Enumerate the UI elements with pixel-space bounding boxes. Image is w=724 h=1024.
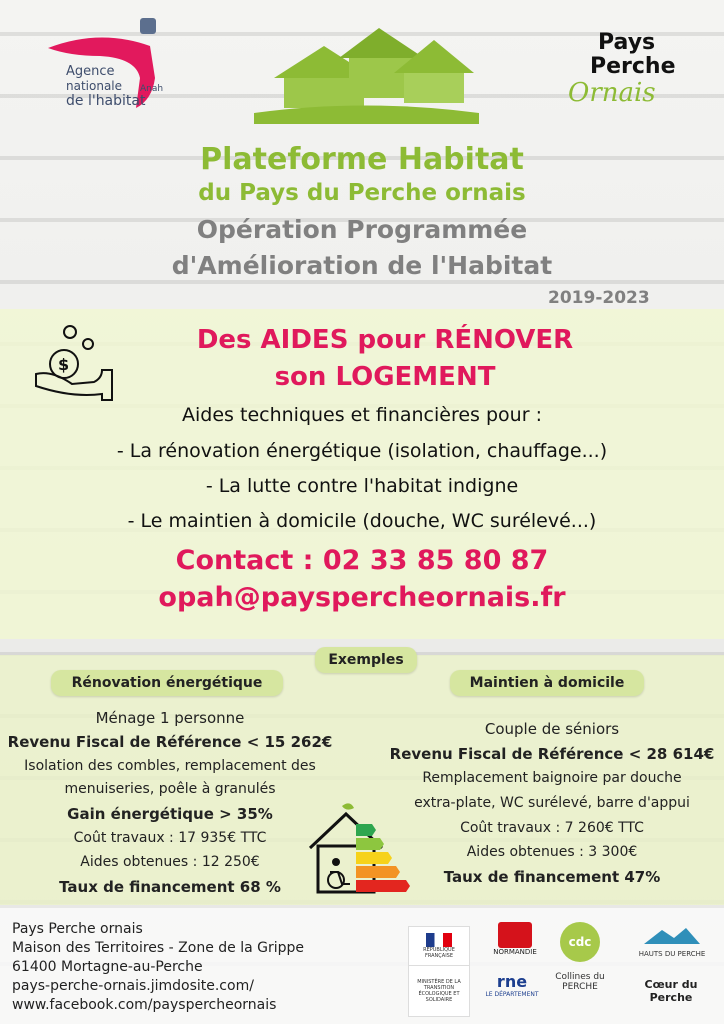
orne-logo	[480, 972, 544, 1008]
right-line-5: Coût travaux : 7 260€ TTC	[460, 820, 644, 836]
footer-link-facebook[interactable]: www.facebook.com/payspercheornais	[12, 997, 277, 1013]
aides-intro: Aides techniques et financières pour :	[182, 404, 542, 426]
hauts-logo	[632, 924, 712, 962]
left-line-4: menuiseries, poêle à granulés	[64, 781, 276, 797]
footer-line-2: Maison des Territoires - Zone de la Grippe	[12, 940, 305, 956]
footer-address	[12, 920, 304, 1015]
anah-line2: nationale	[66, 79, 123, 93]
pays-logo-line3: Ornais	[568, 78, 656, 108]
pays-logo-line1: Pays	[598, 30, 656, 55]
houses-illustration	[244, 18, 484, 128]
right-line-7: Taux de financement 47%	[443, 868, 661, 886]
left-line-3: Isolation des combles, remplacement des	[24, 758, 316, 774]
cdc-logo	[560, 922, 600, 962]
anah-tag: Anah	[140, 84, 164, 94]
title-amelioration: d'Amélioration de l'Habitat	[171, 251, 553, 280]
ministere-logo	[408, 966, 470, 1017]
title-operation: Opération Programmée	[196, 215, 528, 244]
coeur-text: Cœur du Perche	[644, 978, 698, 1004]
aides-item-3: - Le maintien à domicile (douche, WC surélevé...)	[127, 510, 597, 532]
republique-logo	[408, 926, 470, 966]
exemples-label: Exemples	[315, 647, 417, 673]
aides-heading-2: son LOGEMENT	[274, 362, 496, 392]
right-line-3: Remplacement baignoire par douche	[422, 770, 682, 786]
aides-heading-1: Des AIDES pour RÉNOVER	[196, 325, 574, 355]
right-example-title: Maintien à domicile	[450, 670, 644, 696]
orne-sub: LE DÉPARTEMENT	[485, 991, 539, 998]
title-plateforme: Plateforme Habitat	[200, 142, 524, 177]
rf-text: RÉPUBLIQUE FRANÇAISE	[423, 947, 455, 959]
left-line-2: Revenu Fiscal de Référence < 15 262€	[7, 733, 333, 751]
anah-line3: de l'habitat	[66, 93, 146, 109]
collines-logo	[550, 972, 610, 1008]
contact-phone: Contact : 02 33 85 80 87	[175, 545, 549, 576]
collines-text: Collines du PERCHE	[555, 972, 605, 992]
right-line-1: Couple de séniors	[484, 720, 620, 738]
footer-line-1: Pays Perche ornais	[12, 921, 143, 937]
anah-line1: Agence	[66, 64, 115, 79]
svg-text:$: $	[58, 355, 70, 374]
left-example-title: Rénovation énergétique	[51, 670, 283, 696]
left-line-8: Taux de financement 68 %	[59, 878, 281, 896]
aides-item-2: - La lutte contre l'habitat indigne	[205, 475, 519, 497]
left-line-1: Ménage 1 personne	[95, 709, 245, 727]
title-pays: du Pays du Perche ornais	[198, 180, 526, 206]
left-line-7: Aides obtenues : 12 250€	[80, 854, 260, 870]
right-line-6: Aides obtenues : 3 300€	[466, 844, 638, 860]
left-line-6: Coût travaux : 17 935€ TTC	[73, 830, 267, 846]
footer-line-3: 61400 Mortagne-au-Perche	[12, 959, 203, 975]
contact-email[interactable]: opah@payspercheornais.fr	[158, 582, 566, 613]
cdc-text: cdc	[568, 935, 592, 949]
pays-logo-line2: Perche	[590, 54, 676, 79]
years: 2019-2023	[548, 288, 650, 308]
right-line-2: Revenu Fiscal de Référence < 28 614€	[389, 745, 715, 763]
anah-logo	[40, 18, 170, 118]
ministere-text: MINISTÈRE DE LA TRANSITION ÉCOLOGIQUE ET SOLIDAIRE	[417, 979, 461, 1003]
coeur-logo	[628, 978, 714, 1008]
aides-item-1: - La rénovation énergétique (isolation, chauffage...)	[116, 440, 608, 462]
normandie-text: NORMANDIE	[493, 948, 537, 956]
right-line-4: extra-plate, WC surélevé, barre d'appui	[414, 795, 690, 811]
footer-link-site[interactable]: pays-perche-ornais.jimdosite.com/	[12, 978, 254, 994]
normandie-logo	[488, 922, 542, 966]
left-line-5: Gain énergétique > 35%	[67, 805, 273, 823]
orne-text: rne	[496, 972, 528, 991]
hauts-text: HAUTS DU PERCHE	[638, 950, 706, 958]
pays-perche-logo	[560, 30, 710, 125]
